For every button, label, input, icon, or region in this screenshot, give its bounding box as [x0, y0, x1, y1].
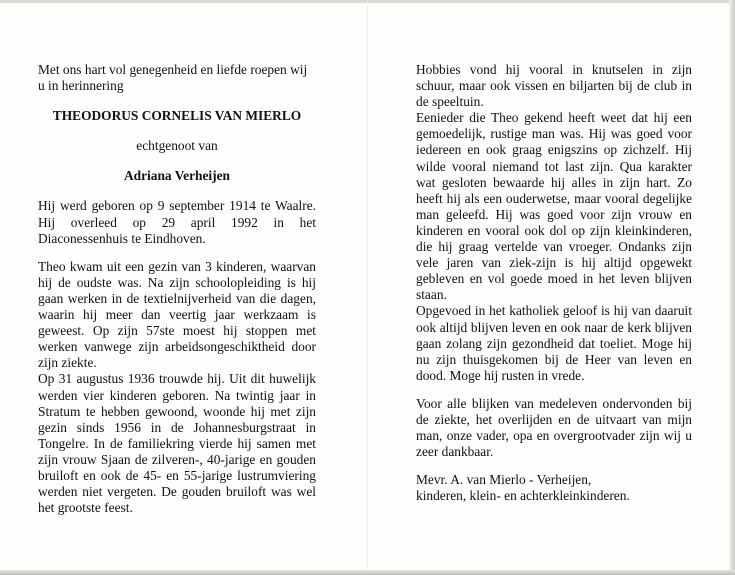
- signature-line-1: Mevr. A. van Mierlo - Verheijen,: [416, 472, 592, 488]
- signature-line-2: kinderen, klein- en achterkleinkinderen.: [416, 488, 630, 504]
- faith-paragraph: Opgevoed in het katholiek geloof is hij van daaruit ook altijd blijven leven en ook naar de kerk blijven gaan zolang zijn gezondheid dat toeliet. Moge hij nu zijn thuisgekomen bij de Heer van leven en dood. Moge hij rusten in vrede.: [416, 303, 692, 383]
- card-edge-bottom: [0, 570, 735, 575]
- thanks-paragraph: Voor alle blijken van medeleven ondervonden bij de ziekte, het overlijden en de uitvaart van mijn man, onze vader, opa en overgrootvader zijn wij u zeer dankbaar.: [416, 395, 692, 460]
- life-story-paragraph: Theo kwam uit een gezin van 3 kinderen, waarvan hij de oudste was. Na zijn schoolopleiding is hij gaan werken in de textielnijverheid van die dagen, waarin hij meer dan veertig jaar werkzaam is geweest. Op zijn 57ste moest hij stoppen met werken vanwege zijn arbeidsongeschiktheid door zijn ziekte.: [38, 258, 316, 371]
- marriage-paragraph: Op 31 augustus 1936 trouwde hij. Uit dit huwelijk werden vier kinderen geboren. Na twintig jaar in Stratum te hebben gewoond, woonde hij met zijn gezin sinds 1956 in de Johannesburgstraat in Tongelre. In de familiekring vierde hij samen met zijn vrouw Sjaan de zilveren-, 40-jarige en gouden bruiloft en ook de 45- en 55-jarige lustrumviering werden niet vergeten. De gouden bruiloft was wel het grootste feest.: [38, 371, 316, 516]
- intro-text: Met ons hart vol genegenheid en liefde roepen wij u in herinnering: [38, 62, 308, 94]
- spouse-intro: echtgenoot van: [136, 138, 218, 154]
- card-edge-right: [729, 0, 735, 575]
- character-paragraph: Eenieder die Theo gekend heeft weet dat hij een gemoedelijk, rustige man was. Hij was goed voor iedereen en ook graag enigszins op zichzelf. Hij wilde vooral niemand tot last zijn. Qua karakter wat gesloten bewaarde hij alles in zijn hart. Zo heeft hij als een ouderwetse, maar vooral degelijke man geleefd. Hij was goed voor zijn vrouw en kinderen en vooral ook dol op zijn kleinkinderen, die hij graag vertelde van vroeger. Ondanks zijn vele jaren van ziek-zijn is hij altijd opgewekt gebleven en vol goede moed in het leven blijven staan.: [416, 110, 692, 303]
- deceased-name: THEODORUS CORNELIS VAN MIERLO: [52, 108, 302, 124]
- hobbies-paragraph: Hobbies vond hij vooral in knutselen in zijn schuur, maar ook vissen en biljarten bij de club in de speeltuin.: [416, 62, 692, 110]
- birth-death-paragraph: Hij werd geboren op 9 september 1914 te Waalre. Hij overleed op 29 april 1992 in het Diaconessenhuis te Eindhoven.: [38, 198, 316, 246]
- left-page: [38, 62, 316, 516]
- right-page: [416, 62, 692, 504]
- spouse-name: Adriana Verheijen: [123, 168, 230, 184]
- card-fold: [367, 0, 368, 575]
